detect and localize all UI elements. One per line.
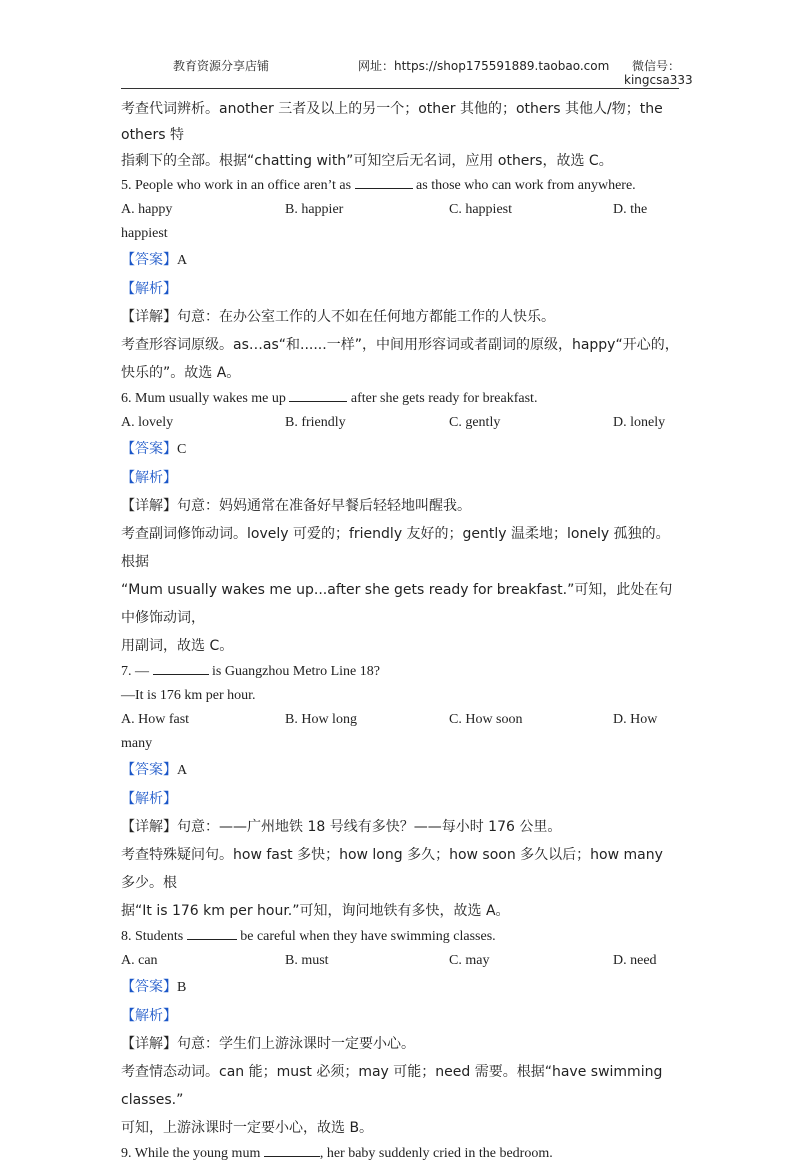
explanation-line: 考查形容词原级。as…as“和......一样”，中间用形容词或者副词的原级，happy“开心的，	[121, 337, 679, 353]
q6-stem-a: 6. Mum usually wakes me up	[121, 391, 286, 406]
option-d: D. need	[613, 953, 657, 968]
option-b: B. must	[285, 953, 329, 968]
page-header	[0, 0, 800, 90]
answer-label: 【答案】	[121, 252, 177, 268]
q5-stem-b: as those who can work from anywhere.	[416, 178, 636, 193]
option-c: C. gently	[449, 415, 501, 430]
header-divider	[121, 88, 679, 89]
answer-blank	[289, 387, 347, 402]
answer-blank	[187, 925, 237, 940]
question-9-stem	[121, 1142, 681, 1166]
option-d: D. the	[613, 202, 648, 217]
question-7-options	[121, 708, 681, 732]
answer-value: C	[177, 442, 187, 457]
analysis-label: 【解析】	[121, 470, 177, 486]
option-a: A. happy	[121, 202, 173, 217]
question-5-options	[121, 198, 681, 222]
explanation-line: 考查副词修饰动词。lovely 可爱的；friendly 友好的；gently 温柔地；lonely 孤独的。根据	[121, 526, 670, 570]
answer-line	[121, 756, 681, 785]
detail-line: 【详解】句意：学生们上游泳课时一定要小心。	[121, 1036, 415, 1052]
detail-line: 【详解】句意：妈妈通常在准备好早餐后轻轻地叫醒我。	[121, 498, 471, 514]
header-url: 网址：https://shop175591889.taobao.com	[358, 59, 610, 73]
explanation-line: 考查情态动词。can 能；must 必须；may 可能；need 需要。根据“have swimming classes.”	[121, 1064, 663, 1108]
analysis-label: 【解析】	[121, 791, 177, 807]
option-d-wrap: happiest	[121, 226, 168, 241]
answer-line	[121, 246, 681, 275]
option-a: A. can	[121, 953, 158, 968]
answer-blank	[153, 660, 209, 675]
option-a: A. How fast	[121, 712, 190, 727]
option-d-wrap: many	[121, 736, 153, 751]
q5-stem-a: 5. People who work in an office aren’t as	[121, 178, 352, 193]
option-b: B. friendly	[285, 415, 346, 430]
header-shop-name: 教育资源分享店铺	[173, 59, 270, 73]
explanation-line: 考查特殊疑问句。how fast 多快；how long 多久；how soon 多久以后；how many 多少。根	[121, 847, 663, 891]
explanation-line: 用副词，故选 C。	[121, 638, 234, 654]
option-b: B. How long	[285, 712, 357, 727]
answer-blank	[355, 174, 413, 189]
question-7-response: —It is 176 km per hour.	[121, 688, 256, 703]
q7-stem-a: 7. —	[121, 664, 149, 679]
intro-line-1: 考查代词辨析。another 三者及以上的另一个；other 其他的；others 其他人/物；the others 特	[121, 101, 663, 143]
q9-stem-b: , her baby suddenly cried in the bedroom.	[319, 1146, 553, 1161]
option-c: C. may	[449, 953, 490, 968]
option-b: B. happier	[285, 202, 344, 217]
answer-value: A	[177, 253, 188, 268]
answer-line	[121, 973, 681, 1002]
q9-stem-a: 9. While the young mum	[121, 1146, 261, 1161]
detail-line: 【详解】句意：——广州地铁 18 号线有多快？——每小时 176 公里。	[121, 819, 562, 835]
answer-line	[121, 435, 681, 464]
question-6-options	[121, 411, 681, 435]
header-wechat-id: kingcsa333	[624, 73, 693, 87]
answer-value: A	[177, 763, 188, 778]
question-6-stem	[121, 387, 681, 411]
q8-stem-a: 8. Students	[121, 929, 184, 944]
explanation-line: “Mum usually wakes me up...after she gets ready for breakfast.”可知，此处在句中修饰动词，	[121, 582, 673, 626]
answer-label: 【答案】	[121, 762, 177, 778]
explanation-line: 可知，上游泳课时一定要小心，故选 B。	[121, 1120, 374, 1136]
option-a: A. lovely	[121, 415, 174, 430]
q7-stem-b: is Guangzhou Metro Line 18?	[212, 664, 380, 679]
q6-stem-b: after she gets ready for breakfast.	[350, 391, 538, 406]
option-c: C. happiest	[449, 202, 512, 217]
explanation-line: 快乐的”。故选 A。	[121, 365, 241, 381]
question-8-stem	[121, 925, 681, 949]
analysis-label: 【解析】	[121, 1008, 177, 1024]
question-7-stem	[121, 660, 681, 684]
explanation-line: 据“It is 176 km per hour.”可知，询问地铁有多快，故选 A。	[121, 903, 510, 919]
question-5-stem	[121, 174, 681, 198]
option-d: D. lonely	[613, 415, 666, 430]
detail-line: 【详解】句意：在办公室工作的人不如在任何地方都能工作的人快乐。	[121, 309, 555, 325]
q8-stem-b: be careful when they have swimming classes.	[240, 929, 496, 944]
answer-label: 【答案】	[121, 979, 177, 995]
analysis-label: 【解析】	[121, 281, 177, 297]
answer-value: B	[177, 980, 187, 995]
intro-line-2: 指剩下的全部。根据“chatting with”可知空后无名词，应用 others，故选 C。	[121, 153, 613, 169]
answer-blank	[264, 1142, 320, 1157]
question-8-options	[121, 949, 681, 973]
document-body	[121, 96, 681, 1166]
option-d: D. How	[613, 712, 658, 727]
option-c: C. How soon	[449, 712, 523, 727]
header-wechat-label: 微信号：	[632, 59, 681, 73]
answer-label: 【答案】	[121, 441, 177, 457]
